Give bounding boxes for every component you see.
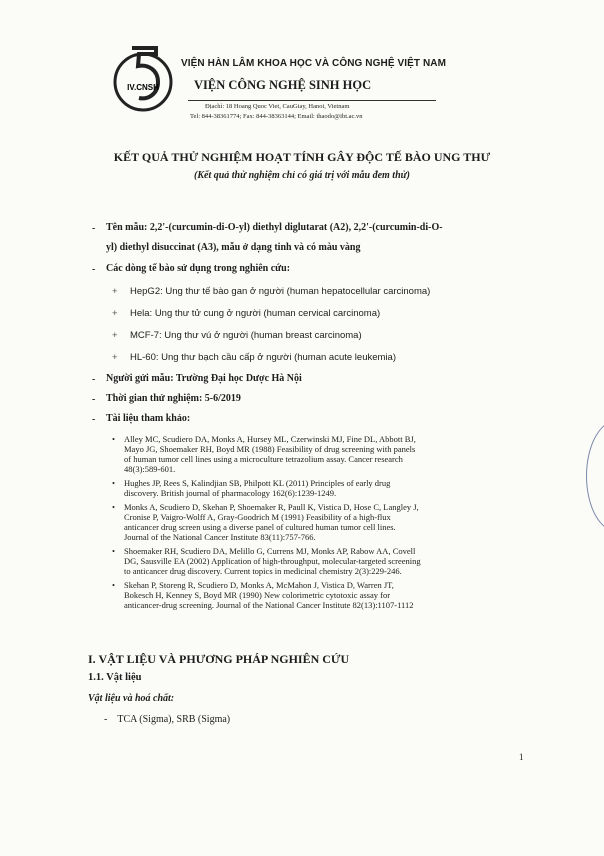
official-stamp-edge [586, 420, 604, 532]
materials-item: - TCA (Sigma), SRB (Sigma) [104, 714, 231, 725]
bullet-dash: - [92, 264, 96, 275]
reference-item: • Alley MC, Scudiero DA, Monks A, Hursey ML, Czerwinski MJ, Fine DL, Abbott BJ, Mayo JG, Shoemaker RH, Boyd MR (1988) Feasibility of drug screening with panels of human tumor cell lines using a microculture tetrazolium assay. Cancer research 48(3):589-601. [112, 434, 416, 474]
cell-lines-label: Các dòng tế bào sử dụng trong nghiên cứu: [106, 263, 291, 274]
bullet-dash: - [92, 414, 96, 425]
cell-line-item: + HL-60: Ung thư bạch cầu cấp ở người (human acute leukemia) [112, 352, 396, 363]
cell-line-item: + MCF-7: Ung thư vú ở người (human breast carcinoma) [112, 330, 362, 341]
institute-logo [112, 40, 174, 118]
materials-label: Vật liệu và hoá chất: [88, 693, 175, 704]
reference-item: • Monks A, Scudiero D, Skehan P, Shoemaker R, Paull K, Vistica D, Hose C, Langley J, Cronise P, Vaigro-Wolff A, Gray-Goodrich M (1991) Feasibility of a high-flux anticancer drug screen using a diverse panel of cultured human tumor cell lines. Journal of the National Cancer Institute 83(11):757-766. [112, 502, 419, 542]
references-label: Tài liệu tham khảo: [106, 413, 191, 424]
document-subtitle: (Kết quả thử nghiệm chỉ có giá trị với mẫu đem thử) [194, 170, 410, 181]
bullet-dash: - [92, 394, 96, 405]
sample-name-line2: yl) diethyl disuccinat (A3), mẫu ở dạng tinh và có màu vàng [106, 242, 361, 253]
sample-sender: Người gửi mẫu: Trường Đại học Dược Hà Nội [106, 373, 302, 384]
org-name-institute: VIỆN CÔNG NGHỆ SINH HỌC [194, 78, 372, 92]
page-number: 1 [519, 752, 524, 762]
bullet-dash: - [92, 223, 96, 234]
document-title: KẾT QUẢ THỬ NGHIỆM HOẠT TÍNH GÂY ĐỘC TẾ BÀO UNG THƯ [113, 150, 491, 164]
institute-contact: Tel: 844-38361774; Fax: 844-38363144; Email: thaodo@ibt.ac.vn [190, 113, 363, 120]
cell-line-item: + HepG2: Ung thư tế bào gan ở người (human hepatocellular carcinoma) [112, 286, 431, 297]
reference-item: • Shoemaker RH, Scudiero DA, Melillo G, Currens MJ, Monks AP, Rabow AA, Covell DG, Sausville EA (2002) Application of high-throughput, molecular-targeted screening to anticancer drug discovery. Current topics in medicinal chemistry 2(3):229-246. [112, 546, 421, 576]
reference-item: • Skehan P, Storeng R, Scudiero D, Monks A, McMahon J, Vistica D, Warren JT, Bokesch H, Kenney S, Boyd MR (1990) New colorimetric cytotoxic assay for anticancer-drug screening. Journal of the National Cancer Institute 82(13):1107-1112 [112, 580, 414, 610]
section-heading-materials-methods: I. VẬT LIỆU VÀ PHƯƠNG PHÁP NGHIÊN CỨU [88, 652, 350, 666]
bullet-dash: - [92, 374, 96, 385]
org-name-academy: VIỆN HÀN LÂM KHOA HỌC VÀ CÔNG NGHỆ VIỆT NAM [181, 58, 447, 69]
test-time: Thời gian thử nghiệm: 5-6/2019 [106, 393, 241, 404]
svg-text:IV.CNSH: IV.CNSH [127, 83, 159, 92]
subsection-heading-materials: 1.1. Vật liệu [88, 672, 142, 683]
institute-address: Địachỉ: 18 Hoang Quoc Viet, CauGiay, Hanoi, Vietnam [205, 103, 350, 110]
sample-name-line1: Tên mẫu: 2,2'-(curcumin-di-O-yl) diethyl diglutarat (A2), 2,2'-(curcumin-di-O- [106, 222, 443, 233]
header-divider [188, 100, 436, 101]
cell-line-item: + Hela: Ung thư tử cung ở người (human cervical carcinoma) [112, 308, 381, 319]
reference-item: • Hughes JP, Rees S, Kalindjian SB, Philpott KL (2011) Principles of early drug discovery. British journal of pharmacology 162(6):1239-1249. [112, 478, 391, 498]
